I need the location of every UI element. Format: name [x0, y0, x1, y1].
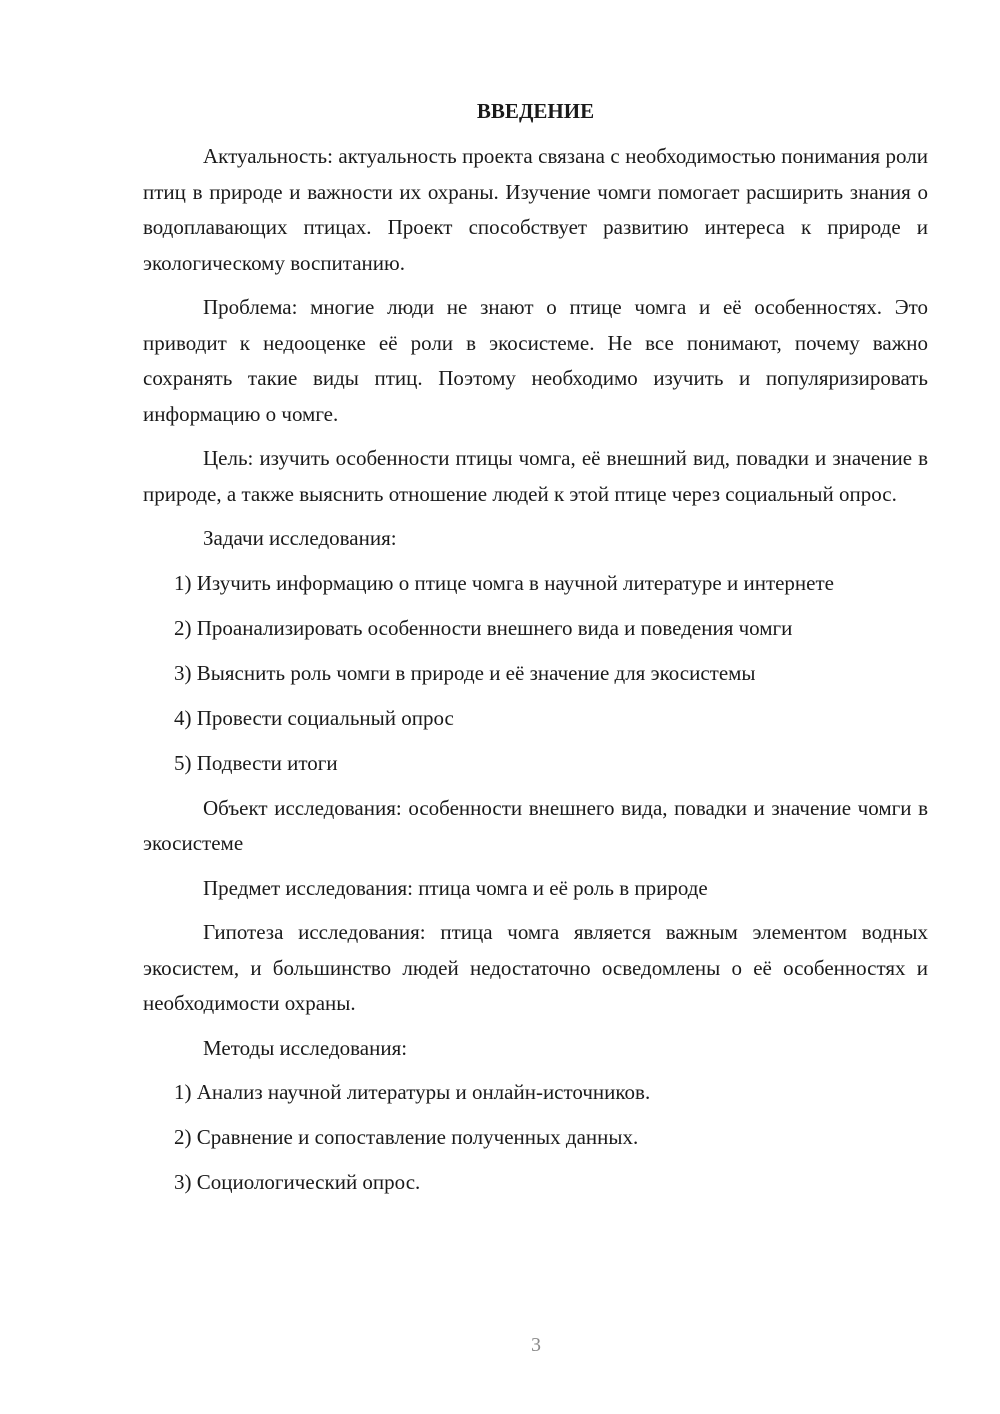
paragraph-relevance: Актуальность: актуальность проекта связана с необходимостью понимания роли птиц в природе и важности их охраны. Изучение чомги помогает расширить знания о водоплавающих птицах. Проект способствует развитию интереса к природе и экологическому воспитанию. — [143, 144, 928, 275]
methods-list — [143, 1075, 928, 1201]
section-title: ВВЕДЕНИЕ — [476, 99, 595, 123]
paragraph-subject: Предмет исследования: птица чомга и её роль в природе — [203, 875, 708, 900]
paragraph-goal: Цель: изучить особенности птицы чомга, её внешний вид, повадки и значение в природе, а также выяснить отношение людей к этой птице через социальный опрос. — [143, 446, 928, 506]
tasks-heading: Задачи исследования: — [203, 526, 397, 550]
tasks-list — [143, 566, 928, 782]
document-page — [143, 95, 928, 1210]
list-item: 1) Изучить информацию о птице чомга в научной литературе и интернете — [174, 570, 834, 595]
paragraph-problem: Проблема: многие люди не знают о птице чомга и её особенностях. Это приводит к недооценке её роли в экосистеме. Не все понимают, почему важно сохранять такие виды птиц. Поэтому необходимо изучить и популяризировать информацию о чомге. — [143, 295, 928, 426]
paragraph-hypothesis: Гипотеза исследования: птица чомга является важным элементом водных экосистем, и большинство людей недостаточно осведомлены о её особенностях и необходимости охраны. — [143, 920, 928, 1015]
list-item: 2) Проанализировать особенности внешнего вида и поведения чомги — [174, 615, 793, 640]
list-item: 4) Провести социальный опрос — [174, 705, 454, 730]
page-number: 3 — [531, 1334, 541, 1356]
list-item: 1) Анализ научной литературы и онлайн-источников. — [174, 1080, 651, 1104]
list-item: 3) Социологический опрос. — [174, 1170, 421, 1194]
methods-heading: Методы исследования: — [203, 1035, 408, 1060]
list-item: 3) Выяснить роль чомги в природе и её значение для экосистемы — [174, 660, 756, 685]
paragraph-object: Объект исследования: особенности внешнего вида, повадки и значение чомги в экосистеме — [143, 795, 928, 855]
list-item: 5) Подвести итоги — [174, 750, 338, 775]
list-item: 2) Сравнение и сопоставление полученных данных. — [174, 1125, 639, 1149]
